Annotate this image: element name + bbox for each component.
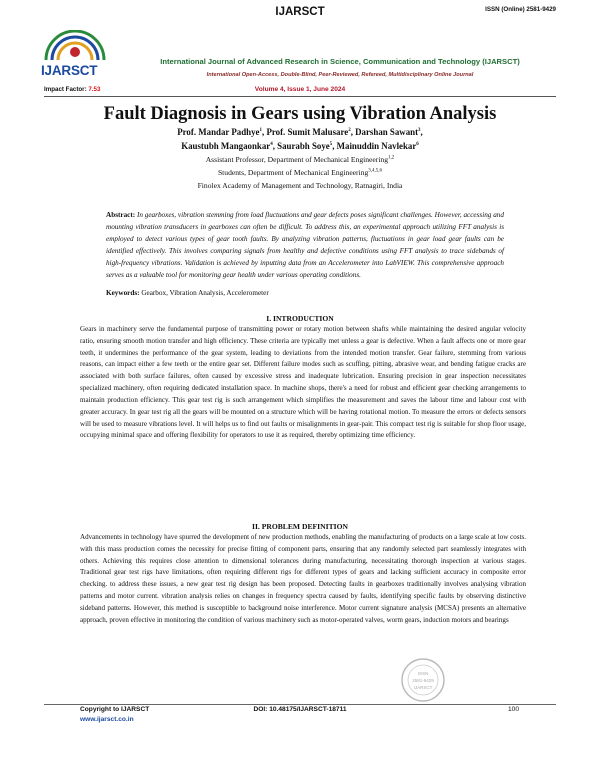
seal-text: ISSN bbox=[417, 671, 429, 676]
header-divider bbox=[44, 96, 556, 97]
journal-seal-icon bbox=[400, 657, 446, 703]
journal-description: International Open-Access, Double-Blind, Peer-Reviewed, Refereed, Multidisciplinary Online Journal bbox=[206, 72, 474, 78]
keywords-text: Gearbox, Vibration Analysis, Accelerometer bbox=[139, 289, 269, 297]
website-link[interactable]: www.ijarsct.co.in bbox=[80, 716, 134, 723]
seal-text: 2581-9429 bbox=[412, 678, 434, 683]
section-body: Gears in machinery serve the fundamental purpose of transmitting power or rotary motion between shafts while maintaining the desired angular velocity ratio, ensuring smooth motion transfer and high efficiency. These criteria are typically met unless a gear is defective. When a fault affects one or more gear teeth, it undermines the performance of the gear system, leading to deviations from the intended motion transfer. Gear failure, stemming from various reasons, can impact either a few teeth or the entire gear set. Different failure modes such as scuffing, pitting, abrasive wear, and bending fatigue cracks are associated with both surface failures, often caused by excessive stress and inadequate lubrication. Ensuring precision in gear inspection necessitates specialized machinery, often requiring dedicated installation space. In machine shops, there's a need for robust and efficient gear checking arrangements to maintain production efficiency. This gear test rig is such arrangement which simplifies the measurement and saves the labour time and labour cost with greater accuracy. In gear test rig all the gears will be mounted on a structure which will be having rotational motion. To measure the errors or defects sensors will be used to measure vibrations level. It will helps us to find out faults or misalignments in gear-pair. This compact test rig is suitable for shop floor usage, occupying minimal space and offering flexibility for operators to use it as required, thereby optimizing time efficiency. bbox=[80, 325, 526, 440]
copyright: Copyright to IJARSCT bbox=[80, 706, 150, 713]
affiliation: Assistant Professor, Department of Mechanical Engineering$^{1,2}$ bbox=[205, 155, 395, 164]
affiliation: Students, Department of Mechanical Engineering$^{3,4,5,6}$ bbox=[217, 168, 383, 177]
ijarsct-logo-icon bbox=[38, 30, 112, 64]
section-heading: II. PROBLEM DEFINITION bbox=[252, 522, 348, 531]
issn: ISSN (Online) 2581-9429 bbox=[485, 6, 556, 13]
author-name: Darshan Sawant bbox=[355, 127, 419, 137]
journal-name: International Journal of Advanced Research in Science, Communication and Technology (IJARSCT) bbox=[160, 57, 520, 66]
abstract bbox=[106, 209, 504, 282]
abstract-text: In gearboxes, vibration stemming from load fluctuations and gear defects poses significant challenges. However, accessing and mounting vibration transducers in gearboxes can often be difficult. To address this, an experimental approach utilizing FFT analysis is employed to detect various types of gear tooth faults. By analyzing vibration patterns, fluctuations in gear load gear faults can be identified effectively. This involves comparing signals from healthy and defective conditions using FFT analysis to trace sidebands of high-frequency vibrations. Validation is achieved by inputting data from an Accelerometer into LabVIEW. This comprehensive approach serves as a valuable tool for monitoring gear health under various operating conditions. bbox=[106, 211, 504, 280]
logo-text: IJARSCT bbox=[41, 63, 98, 78]
author-name: Kaustubh Mangaonkar bbox=[181, 141, 271, 151]
authors-line-1: Prof. Mandar Padhye$^1$, Prof. Sumit Malusare$^2$, Darshan Sawant$^3$, bbox=[177, 127, 423, 137]
affiliation: Finolex Academy of Management and Technology, Ratnagiri, India bbox=[197, 181, 403, 190]
footer-divider bbox=[44, 704, 556, 705]
paper-title: Fault Diagnosis in Gears using Vibration Analysis bbox=[103, 104, 497, 124]
author-name: Prof. Mandar Padhye bbox=[177, 127, 260, 137]
author-name: Mainuddin Navlekar bbox=[336, 141, 417, 151]
author-name: Saurabh Soye bbox=[277, 141, 330, 151]
authors-line-2: Kaustubh Mangaonkar$^4$, Saurabh Soye$^5$, Mainuddin Navlekar$^6$ bbox=[181, 141, 419, 151]
doi: DOI: 10.48175/IJARSCT-18711 bbox=[253, 706, 347, 713]
impact-factor-value: 7.53 bbox=[88, 86, 101, 93]
journal-short-title: IJARSCT bbox=[275, 6, 325, 18]
keywords bbox=[106, 289, 504, 297]
keywords-label: Keywords: bbox=[106, 289, 140, 297]
author-name: Prof. Sumit Malusare bbox=[266, 127, 349, 137]
seal-text: IJARSCT bbox=[413, 685, 433, 690]
volume-issue: Volume 4, Issue 1, June 2024 bbox=[254, 86, 346, 93]
impact-factor-label: Impact Factor: bbox=[44, 86, 89, 93]
section-body: Advancements in technology have spurred the development of new production methods, enabling the manufacturing of products on a large scale at low costs. with this mass production comes the necessity for precise fitting of component parts, ensuring that any randomly selected part seamlessly integrates with others. Achieving this requires close attention to dimensional tolerances during manufacturing, necessitating thorough inspection at various stages. Traditional gear test rigs have limitations, often requiring different rigs for different types of gears and lacking sufficient accuracy in composite error checking. to address these issues, a new gear test rig design has been proposed. Detecting faults in gearboxes traditionally involves analysing vibration patterns and motor current. vibration analysis relies on changes in frequency spectra caused by faults, identifying specific faults by observing distinctive sideband patterns. However, this method is susceptible to background noise interference. Motor current signature analysis (MCSA) presents an alternative approach, proven effective in monitoring the condition of various machinery such as motor-operated valves, worm gears, induction motors and bearings bbox=[80, 533, 526, 624]
abstract-label: Abstract: bbox=[106, 211, 136, 219]
page-number: 100 bbox=[508, 706, 520, 713]
section-heading: I. INTRODUCTION bbox=[266, 314, 334, 323]
